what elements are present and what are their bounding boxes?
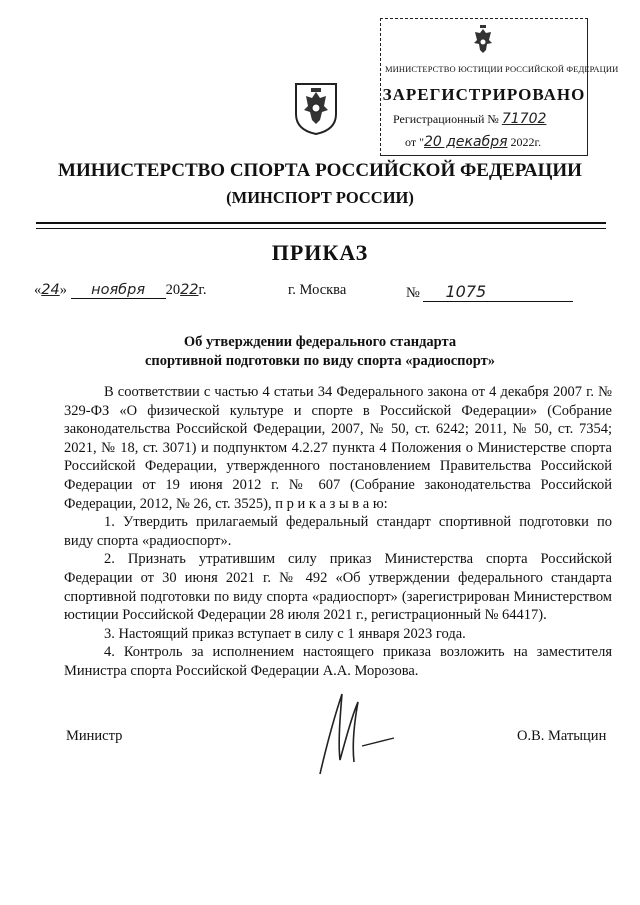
stamp-registered: ЗАРЕГИСТРИРОВАНО [382, 85, 586, 104]
signatory-name: О.В. Матыцин [517, 728, 607, 744]
preamble-paragraph: В соответствии с частью 4 статьи 34 Федерального закона от 4 декабря 2007 г. № 329-ФЗ «О физической культуре и спорте в Российской Федерации» (Собрание законодательства Российской Федерации, 2007, № 50, ст. 6242; 2011, № 50, ст. 7354; 2021, № 18, ст. 3071) и подпунктом 4.2.27 пункта 4 Положения о Министерстве спорта Российской Федерации, утвержденного постановлением Правительства Российской Федерации от 19 июня 2012 г. № 607 (Собрание законодательства Российской Федерации, 2012, № 26, ст. 3525), п р и к а з ы в а ю: [64, 384, 612, 512]
ministry-title: МИНИСТЕРСТВО СПОРТА РОССИЙСКОЙ ФЕДЕРАЦИИ [58, 160, 582, 181]
stamp-reg-number-label: Регистрационный № [393, 112, 499, 126]
registration-stamp [380, 18, 619, 156]
clause-2-paragraph: 2. Признать утратившим силу приказ Министерства спорта Российской Федерации от 30 июня 2021 г. № 492 «Об утверждении федерального стандарта спортивной подготовки по виду спорта «радиоспорт» (зарегистрирован Министерством юстиции Российской Федерации 28 июля 2021 г., регистрационный № 64417). [64, 551, 612, 624]
stamp-ministry: МИНИСТЕРСТВО ЮСТИЦИИ РОССИЙСКОЙ ФЕДЕРАЦИИ [385, 64, 619, 74]
stamp-emblem-icon [468, 23, 498, 59]
handwritten-signature [312, 688, 402, 778]
subject-line-2: спортивной подготовки по виду спорта «радиоспорт» [144, 352, 496, 369]
date-month: ноября [71, 282, 166, 299]
ministry-short-name: (МИНСПОРТ РОССИИ) [226, 188, 414, 207]
date-close-quote: » [59, 282, 67, 298]
stamp-date-suffix: г. [534, 135, 542, 149]
order-title: ПРИКАЗ [271, 240, 369, 265]
date-year-prefix: 20 [165, 282, 181, 298]
signatory-position: Министр [66, 728, 123, 744]
order-number-label: № [406, 285, 420, 301]
stamp-reg-number-value: 71702 [501, 111, 547, 127]
date-year-unit: г. [198, 282, 207, 298]
coat-of-arms-icon [292, 80, 340, 136]
header-divider-thick [36, 222, 606, 224]
stamp-date-prefix: от " [405, 135, 424, 149]
clause-1-paragraph: 1. Утвердить прилагаемый федеральный стандарт спортивной подготовки по виду спорта «радиоспорт». [64, 514, 612, 549]
order-number [406, 282, 573, 302]
header-divider-thin [36, 228, 606, 229]
order-number-value: 1075 [423, 282, 573, 302]
clause-4-paragraph: 4. Контроль за исполнением настоящего приказа возложить на заместителя Министра спорта Российской Федерации А.А. Морозова. [64, 644, 612, 679]
stamp-reg-number [393, 111, 546, 127]
date-day: 24 [41, 282, 60, 298]
order-city: г. Москва [288, 282, 347, 298]
date-year-suffix: 22 [180, 282, 199, 298]
clause-3-paragraph: 3. Настоящий приказ вступает в силу с 1 января 2023 года. [104, 625, 466, 642]
date-open-quote: « [34, 282, 42, 298]
order-body [64, 383, 612, 681]
subject-line-1: Об утверждении федерального стандарта [183, 334, 457, 350]
stamp-date-year: 2022 [510, 135, 535, 149]
stamp-date-value: 20 декабря [423, 134, 508, 150]
order-date [34, 282, 206, 299]
stamp-date [405, 134, 541, 150]
order-subject [0, 333, 640, 370]
